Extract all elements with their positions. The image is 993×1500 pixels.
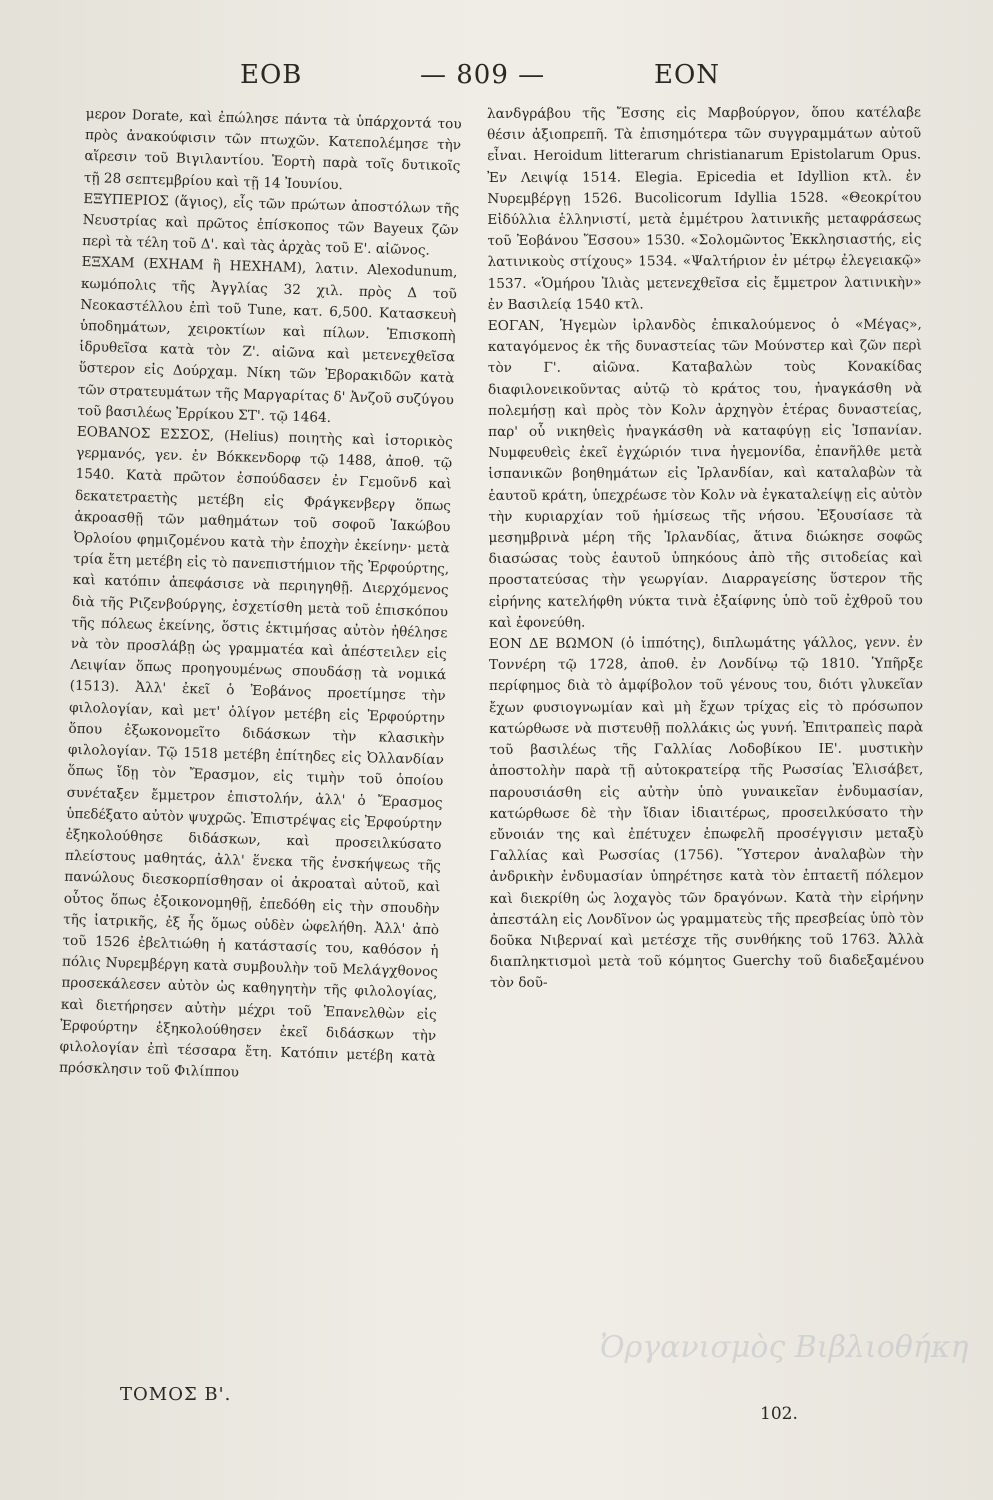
left-column <box>59 104 462 1089</box>
entry-eobanos-essos: ΕΟΒΑΝΟΣ ΕΣΣΟΣ, (Helius) ποιητὴς καὶ ἱστορικὸς γερμανός, γεν. ἐν Βόκκενδορφ τῷ 1488, ἀποθ. τῷ 1540. Κατὰ πρῶτον ἐσπούδασεν ἐν Γεμοῦνδ καὶ δεκατετραετὴς μετέβη εἰς Φράγκενβεργ ὅπως ἀκροασθῇ τῶν μαθημάτων τοῦ σοφοῦ Ἰακώβου Ὀρλοίου φημιζομένου κατὰ τὴν ἐποχὴν ἐκείνην· μετὰ τρία ἔτη μετέβη εἰς τὸ πανεπιστήμιον τῆς Ἐρφούρτης, καὶ κατόπιν ἀπεφάσισε νὰ περιηγηθῇ. Διερχόμενος διὰ τῆς Ριζενβούργης, ἐσχετίσθη μετὰ τοῦ ἐπισκόπου τῆς πόλεως ἐκείνης, ὅστις ἐκτιμήσας αὐτὸν ἠθέλησε νὰ τὸν προσλάβῃ ὡς γραμματέα καὶ ἀπέστειλεν εἰς Λειψίαν ὅπως προηγουμένως σπουδάσῃ τὰ νομικά (1513). Ἀλλ' ἐκεῖ ὁ Ἐοβάνος προετίμησε τὴν φιλολογίαν, καὶ μετ' ὀλίγον μετέβη εἰς Ἐρφούρτην ὅπου ἐξωκονομεῖτο διδάσκων τὴν κλασικὴν φιλολογίαν. Τῷ 1518 μετέβη ἐπίτηδες εἰς Ὀλλανδίαν ὅπως ἴδῃ τὸν Ἔρασμον, εἰς τιμὴν τοῦ ὁποίου συνέταξεν ἔμμετρον ἐπιστολήν, ἀλλ' ὁ Ἔρασμος ὑπεδέξατο αὐτὸν ψυχρῶς. Ἐπιστρέψας εἰς Ἐρφούρτην ἐξηκολούθησε διδάσκων, καὶ προσειλκύσατο πλείστους μαθητάς, ἀλλ' ἕνεκα τῆς ἐνσκήψεως τῆς πανώλους διεσκορπίσθησαν οἱ ἀκροαταὶ αὐτοῦ, καὶ οὗτος ὅπως ἐξοικονομηθῇ, ἐπεδόθη εἰς τὴν σπουδὴν τῆς ἰατρικῆς, ἐξ ἧς ὅμως οὐδὲν ὠφελήθη. Ἀλλ' ἀπὸ τοῦ 1526 ἐβελτιώθη ἡ κατάστασίς του, καθόσον ἡ πόλις Νυρεμβέργη κατὰ συμβουλὴν τοῦ Μελάγχθονος προσεκάλεσεν αὐτὸν ὡς καθηγητὴν τῆς φιλολογίας, καὶ διετήρησεν αὐτὴν μέχρι τοῦ Ἐπανελθὼν εἰς Ἐρφούρτην ἐξηκολούθησεν ἐκεῖ διδάσκων τὴν φιλολογίαν ἐπὶ τέσσαρα ἔτη. Κατόπιν μετέβη κατὰ πρόσκλησιν τοῦ Φιλίππου <box>58 423 453 1081</box>
sheet-number: 102. <box>760 1404 798 1424</box>
volume-label: ΤΟΜΟΣ Β'. <box>120 1384 232 1405</box>
entry-exham: ΕΞΧΑΜ (EXHAM ἢ HEXHAM), λατιν. Alexodunum, κωμόπολις τῆς Ἀγγλίας 32 χιλ. πρὸς Δ τοῦ Νεοκαστέλλου ἐπὶ τοῦ Tune, κατ. 6,500. Κατασκευὴ ὑποδημάτων, χειροκτίων καὶ πίλων. Ἐπισκοπὴ ἱδρυθεῖσα κατὰ τὸν Ζ'. αἰῶνα καὶ μετενεχθεῖσα ὕστερον εἰς Δούρχαμ. Νίκη τῶν Ἐβορακιδῶν κατὰ τῶν στρατευμάτων τῆς Μαργαρίτας δ' Ἀνζοῦ συζύγου τοῦ βασιλέως Ἐρρίκου ΣΤ'. τῷ 1464. <box>77 254 458 426</box>
entry-eogan: ΕΟΓΑΝ, Ἡγεμὼν ἰρλανδὸς ἐπικαλούμενος ὁ «Μέγας», καταγόμενος ἐκ τῆς δυναστείας τῶν Μούνστερ καὶ ζῶν περὶ τὸν Γ'. αἰῶνα. Καταβαλὼν τοὺς Κονακίδας διαφιλονεικοῦντας αὐτῷ τὸ κράτος του, ἠναγκάσθη νὰ πολεμήσῃ καὶ πρὸς τὸν Κολν ἀρχηγὸν ἑτέρας δυναστείας, παρ' οὗ νικηθεὶς ἠναγκάσθη νὰ καταφύγῃ εἰς Ἱσπανίαν. Νυμφευθεὶς ἐκεῖ ἐγχώριόν τινα ἡγεμονίδα, ἐπανῆλθε μετὰ ἱσπανικῶν βοηθημάτων εἰς Ἰρλανδίαν, καὶ καταλαβὼν τὰ ἑαυτοῦ κράτη, ὑπεχρέωσε τὸν Κολν νὰ ἐγκαταλείψῃ εἰς αὐτὸν τὴν κυριαρχίαν τοῦ ἡμίσεως τῆς νήσου. Ἐξουσίασε τὰ μεσημβρινὰ μέρη τῆς Ἰρλανδίας, ἅτινα διώκησε σοφῶς διασώσας τοὺς ἑαυτοῦ ὑπηκόους ἀπὸ τῆς σιτοδείας καὶ προστατεύσας τὴν γεωργίαν. Διαρραγείσης ὕστερον τῆς εἰρήνης κατελήφθη νύκτα τινὰ ἐξαίφνης ὑπὸ τοῦ ἐχθροῦ του καὶ ἐφονεύθη. <box>487 316 923 631</box>
right-column <box>487 102 924 994</box>
entry-eon-de-beaumont: ΕΟΝ ΔΕ ΒΩΜΟΝ (ὁ ἱππότης), διπλωμάτης γάλλος, γενν. ἐν Τοννέρη τῷ 1728, ἀποθ. ἐν Λονδίνῳ τῷ 1810. Ὑπῆρξε περίφημος διὰ τὸ ἀμφίβολον τοῦ γένους του, διότι γλυκεῖαν ἔχων φυσιογνωμίαν καὶ μὴ ἔχων τρίχας εἰς τὸ πρόσωπον κατώρθωσε νὰ πιστευθῇ πολλάκις ὡς γυνή. Ἐπιτραπεὶς παρὰ τοῦ βασιλέως τῆς Γαλλίας Λοδοβίκου ΙΕ'. μυστικὴν ἀποστολὴν παρὰ τῇ αὐτοκρατείρᾳ τῆς Ρωσσίας Ἐλισάβετ, παρουσιάσθη εἰς αὐτὴν ὑπὸ γυναικεῖαν ἐνδυμασίαν, κατώρθωσε δὲ τὴν ἴδιαν ἰδιαιτέρως, προσειλκύσατο τὴν εὔνοιάν της καὶ ἐπέτυχεν ἐπωφελῆ προσέγγισιν μεταξὺ Γαλλίας καὶ Ρωσσίας (1756). Ὕστερον ἀναλαβὼν τὴν ἀνδρικὴν ἐνδυμασίαν ὑπηρέτησε κατὰ τὸν ἑπταετῆ πόλεμον καὶ διεκρίθη ὡς λοχαγὸς τῶν δραγόνων. Κατὰ τὴν εἰρήνην ἀπεστάλη εἰς Λονδῖνον ὡς γραμματεὺς τῆς πρεσβείας ὑπὸ τὸν δοῦκα Νιβερναί καὶ μετέσχε τῆς συνθήκης τοῦ 1763. Ἀλλὰ διαπληκτισμοὶ μετὰ τοῦ κόμητος Guerchy τοῦ διαδεξαμένου τὸν δοῦ- <box>488 634 925 992</box>
library-watermark: Ὀργανισμὸς Βιβλιοθήκη <box>600 1330 969 1365</box>
entry-eobanos-continuation: λανδγράβου τῆς Ἔσσης εἰς Μαρβούργον, ὅπου κατέλαβε θέσιν ἀξιοπρεπῆ. Τὰ ἐπισημότερα τῶν συγγραμμάτων αὐτοῦ εἶναι. Heroidum litterarum christianarum Epistolarum Opus. Ἐν Λειψίᾳ 1514. Elegia. Epicedia et Idyllion κτλ. ἐν Νυρεμβέργῃ 1526. Bucolicorum Idyllia 1528. «Θεοκρίτου Εἰδύλλια ἑλληνιστί, μετὰ ἐμμέτρου λατινικῆς μεταφράσεως τοῦ Ἐοβάνου Ἔσσου» 1530. «Σολομῶντος Ἐκκλησιαστής, εἰς λατινικοὺς στίχους» 1534. «Ψαλτήριον ἐν μέτρῳ ἐλεγειακῷ» 1537. «Ὁμήρου Ἰλιὰς μετενεχθεῖσα εἰς ἔμμετρον λατινικὴν» ἐν Βασιλείᾳ 1540 κτλ. <box>487 104 922 313</box>
page-header <box>0 60 993 100</box>
entry-exyperios: ΕΞΥΠΕΡΙΟΣ (ἅγιος), εἷς τῶν πρώτων ἀποστόλων τῆς Νευστρίας καὶ πρῶτος ἐπίσκοπος τῶν Bayeux ζῶν περὶ τὰ τέλη τοῦ Δ'. καὶ τὰς ἀρχὰς τοῦ Ε'. αἰῶνος. <box>81 190 460 259</box>
entry-continuation: μερον Dorate, καὶ ἐπώλησε πάντα τὰ ὑπάρχοντά του πρὸς ἀνακούφισιν τῶν πτωχῶν. Κατεπολέμησε τὴν αἵρεσιν τοῦ Βιγιλαντίου. Ἑορτὴ παρὰ τοῖς δυτικοῖς τῇ 28 σεπτεμβρίου καὶ τῇ 14 Ἰουνίου. <box>83 105 462 193</box>
page-number: — 809 — <box>420 60 546 90</box>
header-left-guide-word: ΕΟΒ <box>240 60 303 90</box>
header-right-guide-word: ΕΟΝ <box>654 60 721 90</box>
